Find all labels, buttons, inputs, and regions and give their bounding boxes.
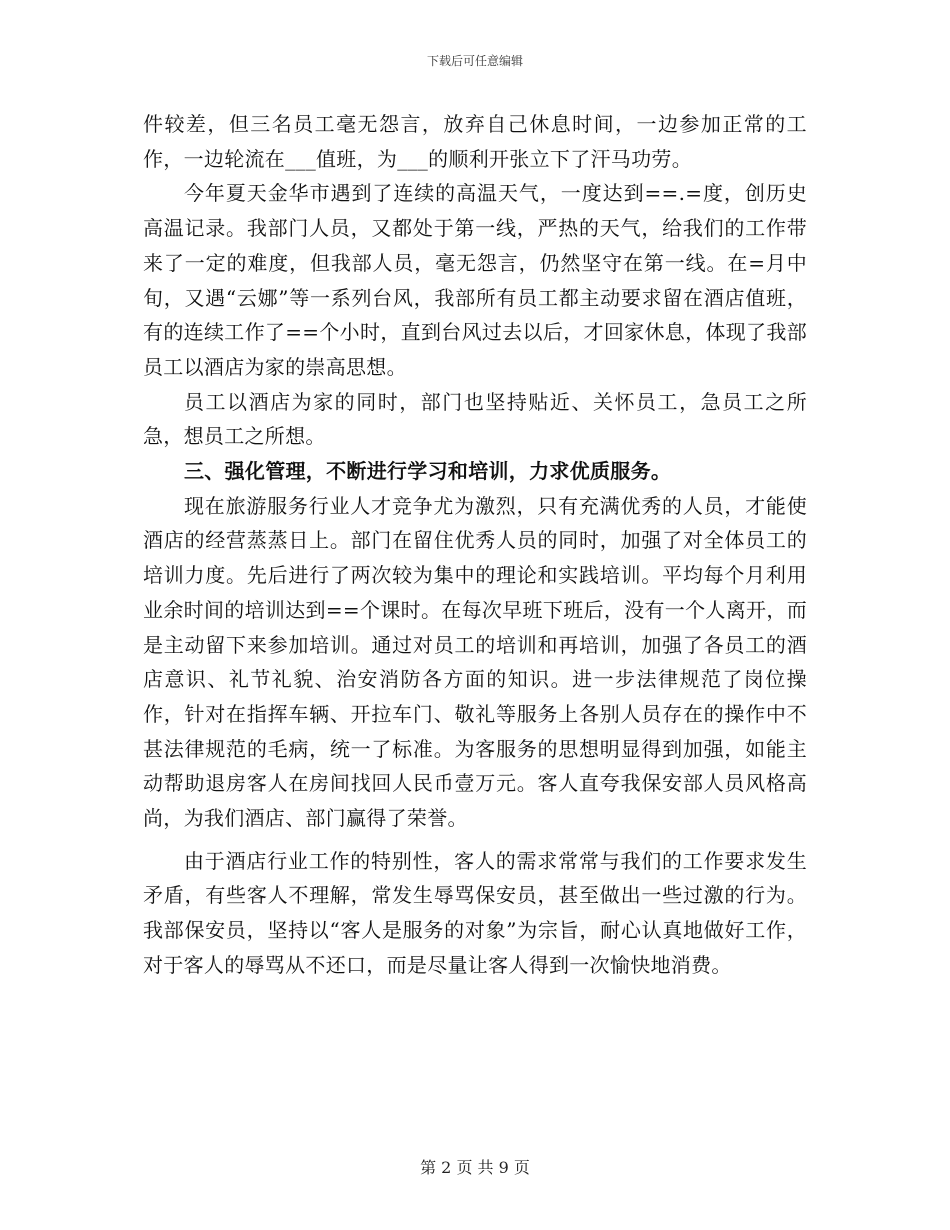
paragraph-customer-conflict: 由于酒店行业工作的特别性，客人的需求常常与我们的工作要求发生矛盾，有些客人不理解，常发生辱骂保安员，甚至做出一些过激的行为。我部保安员，坚持以“客人是服务的对象”为宗旨，耐心认真地做好工作，对于客人的辱骂从不还口，而是尽量让客人得到一次愉快地消费。: [143, 848, 807, 977]
paragraph-care-for-staff: 员工以酒店为家的同时，部门也坚持贴近、关怀员工，急员工之所急，想员工之所想。: [143, 389, 807, 449]
paragraph-summer-heat: 今年夏天金华市遇到了连续的高温天气，一度达到==.=度，创历史高温记录。我部门人员，又都处于第一线，严热的天气，给我们的工作带来了一定的难度，但我部人员，毫无怨言，仍然坚守在第一线。在=月中旬，又遇“云娜”等一系列台风，我部所有员工都主动要求留在酒店值班，有的连续工作了==个小时，直到台风过去以后，才回家休息，体现了我部员工以酒店为家的崇高思想。: [143, 181, 807, 379]
document-body: [143, 107, 807, 983]
section-heading-three: 三、强化管理，不断进行学习和培训，力求优质服务。: [184, 459, 672, 484]
page-header-note: 下载后可任意编辑: [426, 54, 523, 68]
paragraph-continuation: 件较差，但三名员工毫无怨言，放弃自己休息时间，一边参加正常的工作，一边轮流在___值班，为___的顺利开张立下了汗马功劳。: [143, 112, 807, 171]
page-number: 第 2 页 共 9 页: [420, 1158, 530, 1177]
paragraph-training: 现在旅游服务行业人才竞争尤为激烈，只有充满优秀的人员，才能使酒店的经营蒸蒸日上。部门在留住优秀人员的同时，加强了对全体员工的培训力度。先后进行了两次较为集中的理论和实践培训。平均每个月利用业余时间的培训达到==个课时。在每次早班下班后，没有一个人离开，而是主动留下来参加培训。通过对员工的培训和再培训，加强了各员工的酒店意识、礼节礼貌、治安消防各方面的知识。进一步法律规范了岗位操作，针对在指挥车辆、开拉车门、敬礼等服务上各别人员存在的操作中不甚法律规范的毛病，统一了标准。为客服务的思想明显得到加强，如能主动帮助退房客人在房间找回人民币壹万元。客人直夸我保安部人员风格高尚，为我们酒店、部门赢得了荣誉。: [143, 493, 807, 831]
